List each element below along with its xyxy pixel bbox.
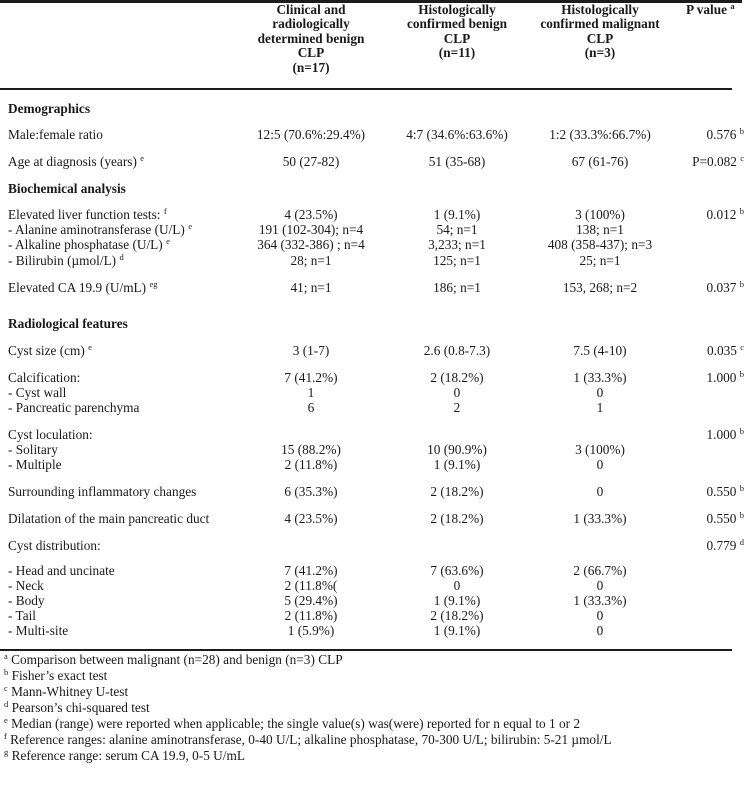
table-row (0, 593, 744, 608)
value-histologic-malignant: 1:2 (33.3%:66.7%) (549, 127, 651, 142)
footnote-mark: eg (149, 279, 158, 289)
value-clinical-benign: 5 (29.4%) (284, 593, 338, 608)
footnote-mark: e (188, 221, 192, 231)
p-value (676, 343, 744, 358)
row-label-text: - Multiple (8, 457, 62, 472)
footnote (4, 732, 748, 747)
test-mark: b (739, 510, 744, 520)
value-clinical-benign: 2 (11.8%) (284, 608, 338, 623)
value-clinical-benign: 2 (11.8%( (284, 578, 338, 593)
row-label-text: Cyst loculation: (8, 427, 93, 442)
footnote-mark: e (140, 153, 144, 163)
table-row (0, 222, 744, 237)
p-value (676, 280, 744, 295)
row-label (8, 623, 68, 638)
value-histologic-malignant: 1 (33.3%) (573, 511, 627, 526)
footnote-mark: a (4, 651, 8, 661)
row-label-text: Calcification: (8, 370, 81, 385)
value-histologic-benign: 2 (453, 400, 461, 415)
table-row (0, 154, 744, 169)
p-value (676, 237, 744, 252)
footnote-text: Median (range) were reported when applicable; the single value(s) was(were) reported for n equal to 1 or 2 (11, 716, 581, 731)
value-histologic-benign: 0 (453, 385, 461, 400)
footnote-text: Reference ranges: alanine aminotransferase, 0-40 U/L; alkaline phosphatase, 70-300 U/L; bilirubin: 5-21 µmol/L (10, 732, 612, 747)
footnote-text: Pearson’s chi-squared test (11, 700, 150, 715)
row-label-text: Cyst size (cm) (8, 343, 85, 358)
value-histologic-malignant: 0 (596, 484, 604, 499)
value-clinical-benign: 4 (23.5%) (284, 207, 338, 222)
row-label (8, 511, 209, 526)
p-value-text: 0.012 (706, 207, 737, 222)
value-histologic-malignant: 1 (33.3%) (573, 370, 627, 385)
footnote-text: Mann-Whitney U-test (11, 684, 129, 699)
value-histologic-benign: 2 (18.2%) (430, 484, 484, 499)
row-label (8, 370, 80, 385)
value-histologic-benign: 1 (9.1%) (433, 623, 481, 638)
value-clinical-benign: 1 (5.9%) (287, 623, 335, 638)
p-value-text: 0.576 (706, 127, 737, 142)
row-label-text: - Multi-site (8, 623, 69, 638)
p-value (676, 427, 744, 442)
value-clinical-benign: 7 (41.2%) (284, 370, 338, 385)
footnote (4, 668, 748, 683)
value-histologic-benign: 1 (9.1%) (433, 457, 481, 472)
p-value-text: 0.035 (706, 343, 737, 358)
value-histologic-malignant: 0 (596, 578, 604, 593)
table-row (0, 484, 744, 499)
p-value (676, 623, 744, 638)
p-value (676, 511, 744, 526)
footnote (4, 652, 748, 667)
row-label (8, 578, 44, 593)
row-label (8, 207, 167, 222)
value-histologic-benign: 2.6 (0.8-7.3) (423, 343, 491, 358)
value-clinical-benign: 12:5 (70.6%:29.4%) (256, 127, 366, 142)
row-label (8, 253, 124, 268)
footnote-text: Comparison between malignant (n=28) and benign (n=3) CLP (11, 652, 343, 667)
row-label (8, 457, 62, 472)
table-row (0, 538, 744, 553)
footnote-mark: f (4, 731, 7, 741)
table-row (0, 207, 744, 222)
footnote-mark: e (4, 715, 8, 725)
section-row (0, 181, 744, 196)
value-histologic-benign: 1 (9.1%) (433, 207, 481, 222)
footnote-mark: c (4, 683, 8, 693)
p-value-text: 0.037 (706, 280, 737, 295)
table-row (0, 237, 744, 252)
p-value (676, 154, 744, 169)
table-row (0, 563, 744, 578)
section-heading: Radiological features (8, 316, 128, 331)
header-histologic-benign: Histologically confirmed benign CLP (n=11) (406, 2, 508, 61)
row-label-text: - Solitary (8, 442, 58, 457)
footnote-mark: d (119, 252, 124, 262)
test-mark: b (739, 206, 744, 216)
footnote-mark: g (4, 747, 9, 757)
value-histologic-benign: 0 (453, 578, 461, 593)
test-mark: b (739, 426, 744, 436)
footnote-mark: f (163, 206, 167, 216)
footnote (4, 716, 748, 731)
table-row (0, 608, 744, 623)
row-label (8, 400, 139, 415)
row-label-text: - Alanine aminotransferase (U/L) (8, 222, 185, 237)
row-label-text: - Cyst wall (8, 385, 67, 400)
value-histologic-benign: 2 (18.2%) (430, 608, 484, 623)
footnote-text: Fisher’s exact test (11, 668, 108, 683)
row-label (8, 127, 103, 142)
section-heading: Biochemical analysis (8, 181, 126, 196)
footnote-mark: d (4, 699, 9, 709)
p-value (676, 222, 744, 237)
value-clinical-benign: 6 (307, 400, 315, 415)
p-value-text: P=0.082 (692, 154, 737, 169)
section-heading: Demographics (8, 101, 90, 116)
p-value (676, 385, 744, 400)
row-label (8, 154, 144, 169)
value-histologic-malignant: 0 (596, 457, 604, 472)
p-value (676, 593, 744, 608)
row-label-text: Elevated liver function tests: (8, 207, 161, 222)
value-histologic-benign: 51 (35-68) (428, 154, 486, 169)
test-mark: b (739, 279, 744, 289)
row-label-text: - Tail (8, 608, 36, 623)
table-row (0, 400, 744, 415)
value-clinical-benign: 15 (88.2%) (281, 442, 341, 457)
table-row (0, 127, 744, 142)
row-label (8, 222, 192, 237)
value-clinical-benign: 4 (23.5%) (284, 511, 338, 526)
p-value (676, 457, 744, 472)
p-value (676, 400, 744, 415)
table-row (0, 343, 744, 358)
value-histologic-malignant: 25; n=1 (579, 253, 621, 268)
p-value-text: 0.550 (706, 484, 737, 499)
table-row (0, 427, 744, 442)
table-row (0, 370, 744, 385)
value-histologic-benign: 125; n=1 (433, 253, 481, 268)
table-row (0, 280, 744, 295)
value-clinical-benign: 1 (307, 385, 315, 400)
p-value-text: 1.000 (706, 370, 737, 385)
header-histologic-malignant: Histologically confirmed malignant CLP (n=3) (540, 2, 660, 61)
table-row (0, 578, 744, 593)
table-row (0, 385, 744, 400)
p-value (676, 578, 744, 593)
row-label-text: Surrounding inflammatory changes (8, 484, 197, 499)
table-bottom-rule (0, 649, 732, 651)
row-label (8, 237, 170, 252)
value-histologic-malignant: 1 (33.3%) (573, 593, 627, 608)
row-label (8, 538, 101, 553)
value-clinical-benign: 28; n=1 (290, 253, 332, 268)
table-row (0, 442, 744, 457)
p-value-text: 1.000 (706, 427, 737, 442)
value-histologic-benign: 10 (90.9%) (427, 442, 487, 457)
row-label-text: - Pancreatic parenchyma (8, 400, 140, 415)
value-histologic-malignant: 7.5 (4-10) (573, 343, 627, 358)
p-value (676, 608, 744, 623)
footnote (4, 748, 748, 763)
value-clinical-benign: 41; n=1 (290, 280, 332, 295)
value-clinical-benign: 191 (102-304); n=4 (258, 222, 364, 237)
row-label (8, 343, 92, 358)
header-p-value: P value $^a$ (686, 1, 735, 17)
value-histologic-benign: 3,233; n=1 (428, 237, 486, 252)
row-label (8, 563, 115, 578)
value-histologic-malignant: 0 (596, 623, 604, 638)
value-clinical-benign: 50 (27-82) (282, 154, 340, 169)
test-mark: b (739, 126, 744, 136)
row-label (8, 608, 36, 623)
value-histologic-benign: 4:7 (34.6%:63.6%) (406, 127, 508, 142)
footnote (4, 700, 748, 715)
row-label-text: - Body (8, 593, 45, 608)
p-value-text: 0.779 (706, 538, 737, 553)
test-mark: c (740, 153, 744, 163)
test-mark: b (739, 369, 744, 379)
row-label-text: - Alkaline phosphatase (U/L) (8, 237, 163, 252)
row-label (8, 484, 196, 499)
row-label-text: - Bilirubin (µmol/L) (8, 253, 117, 268)
value-histologic-malignant: 3 (100%) (575, 207, 625, 222)
p-value-text: 0.550 (706, 511, 737, 526)
p-value (676, 370, 744, 385)
value-histologic-malignant: 0 (596, 608, 604, 623)
row-label-text: Dilatation of the main pancreatic duct (8, 511, 210, 526)
footnote-mark: b (4, 667, 9, 677)
p-value (676, 563, 744, 578)
table-row (0, 623, 744, 638)
header-rule (0, 88, 732, 90)
footnote (4, 684, 748, 699)
row-label (8, 593, 45, 608)
section-row (0, 316, 744, 331)
value-histologic-malignant: 1 (596, 400, 604, 415)
table-row (0, 511, 744, 526)
value-histologic-malignant: 67 (61-76) (571, 154, 629, 169)
footnote-text: Reference range: serum CA 19.9, 0-5 U/mL (11, 748, 245, 763)
value-histologic-malignant: 408 (358-437); n=3 (547, 237, 653, 252)
value-histologic-malignant: 2 (66.7%) (573, 563, 627, 578)
value-histologic-benign: 186; n=1 (433, 280, 481, 295)
p-value (676, 484, 744, 499)
value-histologic-malignant: 138; n=1 (576, 222, 624, 237)
row-label-text: - Neck (8, 578, 44, 593)
value-histologic-benign: 7 (63.6%) (430, 563, 484, 578)
row-label-text: Male:female ratio (8, 127, 103, 142)
row-label (8, 280, 157, 295)
value-histologic-malignant: 153, 268; n=2 (562, 280, 638, 295)
section-row (0, 101, 744, 116)
value-histologic-benign: 1 (9.1%) (433, 593, 481, 608)
table-row (0, 253, 744, 268)
value-clinical-benign: 7 (41.2%) (284, 563, 338, 578)
value-clinical-benign: 3 (1-7) (292, 343, 330, 358)
value-histologic-benign: 2 (18.2%) (430, 370, 484, 385)
test-mark: b (739, 483, 744, 493)
test-mark: d (739, 537, 744, 547)
test-mark: c (740, 342, 744, 352)
value-histologic-benign: 2 (18.2%) (430, 511, 484, 526)
value-histologic-benign: 54; n=1 (436, 222, 478, 237)
p-value (676, 442, 744, 457)
p-value (676, 127, 744, 142)
row-label-text: Elevated CA 19.9 (U/mL) (8, 280, 147, 295)
row-label (8, 427, 93, 442)
value-clinical-benign: 364 (332-386) ; n=4 (257, 237, 365, 252)
footnote-mark: e (166, 236, 170, 246)
value-histologic-malignant: 0 (596, 385, 604, 400)
value-clinical-benign: 2 (11.8%) (284, 457, 338, 472)
table-row (0, 457, 744, 472)
p-value (676, 253, 744, 268)
value-clinical-benign: 6 (35.3%) (284, 484, 338, 499)
header-clinical-benign: Clinical and radiologically determined benign CLP (n=17) (257, 2, 365, 75)
row-label-text: Age at diagnosis (years) (8, 154, 137, 169)
row-label-text: - Head and uncinate (8, 563, 115, 578)
p-value (676, 538, 744, 553)
value-histologic-malignant: 3 (100%) (575, 442, 625, 457)
p-value (676, 207, 744, 222)
row-label-text: Cyst distribution: (8, 538, 101, 553)
footnote-mark: e (88, 342, 92, 352)
row-label (8, 442, 58, 457)
row-label (8, 385, 66, 400)
